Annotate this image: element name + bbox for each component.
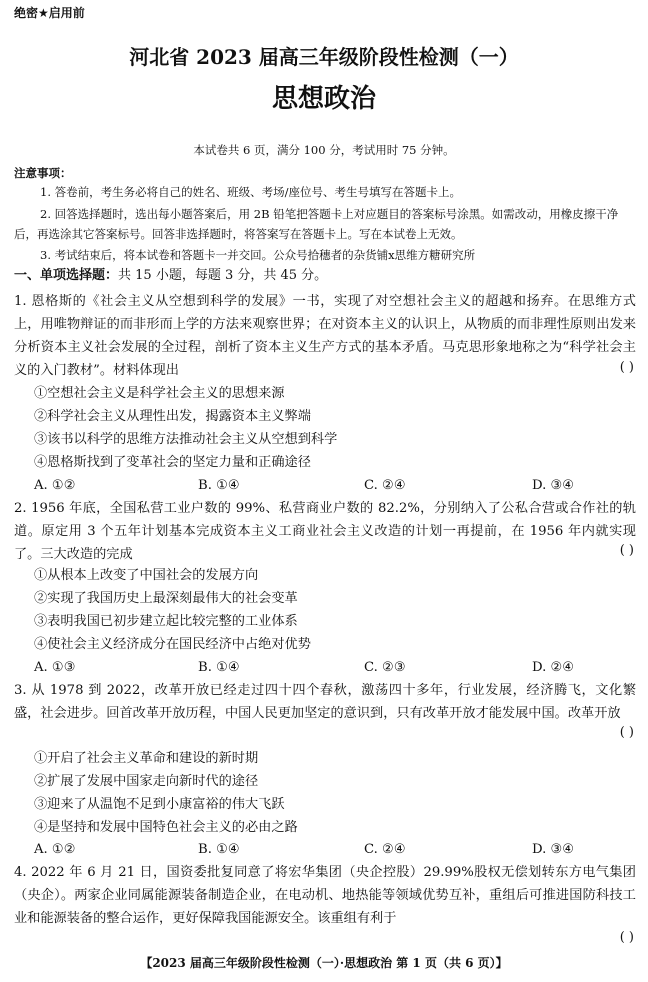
notice-item-1: 1. 答卷前，考生务必将自己的姓名、班级、考场/座位号、考生号填写在答题卡上。 xyxy=(40,185,461,199)
question-3-choice-c: C. ②④ xyxy=(364,842,406,857)
question-2-option-3: ③表明我国已初步建立起比较完整的工业体系 xyxy=(34,614,298,629)
notice-item-2: 2. 回答选择题时，选出每小题答案后，用 2B 铅笔把答题卡上对应题目的答案标号涂黑。如需改动，用橡皮擦干净后，再选涂其它答案标号。回答非选择题时，将答案写在答题卡上。写在本试卷上无效。 xyxy=(14,207,619,241)
question-1-choice-c: C. ②④ xyxy=(364,478,406,493)
question-1-text: 1. 恩格斯的《社会主义从空想到科学的发展》一书，实现了对空想社会主义的超越和扬弃。在思维方式上，用唯物辩证的而非形而上学的方法来观察世界；在对资本主义的认识上，从物质的而非理性原则出发来分析资本主义社会发展的全过程，剖析了资本主义生产方式的基本矛盾。马克思形象地称之为“科学社会主义的入门教材”。材料体现出 xyxy=(14,294,636,378)
notice-heading: 注意事项： xyxy=(14,166,72,180)
question-2-option-4: ④使社会主义经济成分在国民经济中占绝对优势 xyxy=(34,637,311,652)
question-3-choice-a: A. ①② xyxy=(34,842,76,857)
question-3-option-4: ④是坚持和发展中国特色社会主义的必由之路 xyxy=(34,820,298,835)
question-3-stem xyxy=(14,679,636,725)
question-3-option-1: ①开启了社会主义革命和建设的新时期 xyxy=(34,751,259,766)
question-2-text: 2. 1956 年底，全国私营工业户数的 99%、私营商业户数的 82.2%，分别纳入了公私合营或合作社的轨道。原定用 3 个五年计划基本完成资本主义工商业社会主义改造的计划一再提前，在 1956 年内就实现了。三大改造的完成 xyxy=(14,501,636,562)
question-2-stem xyxy=(14,497,636,566)
question-1-choice-d: D. ③④ xyxy=(532,478,575,493)
question-3-option-2: ②扩展了发展中国家走向新时代的途径 xyxy=(34,774,259,789)
notice-item-3: 3. 考试结束后，将本试卷和答题卡一并交回。公众号拾穗者的杂货铺x思维方糖研究所 xyxy=(40,248,476,262)
question-1-option-3: ③该书以科学的思维方法推动社会主义从空想到科学 xyxy=(34,432,338,447)
question-2-choice-d: D. ②④ xyxy=(532,660,575,675)
section-desc: 共 15 小题，每题 3 分，共 45 分。 xyxy=(118,268,328,283)
question-3-choice-b: B. ①④ xyxy=(198,842,240,857)
question-1-option-2: ②科学社会主义从理性出发，揭露资本主义弊端 xyxy=(34,409,311,424)
exam-info: 本试卷共 6 页，满分 100 分，考试用时 75 分钟。 xyxy=(193,143,455,157)
question-4-stem xyxy=(14,861,636,930)
question-3-paren: ( ) xyxy=(619,725,634,740)
page-footer: 【2023 届高三年级阶段性检测（一）·思想政治 第 1 页（共 6 页）】 xyxy=(140,956,508,970)
section-heading xyxy=(14,267,648,285)
question-1-choice-a: A. ①② xyxy=(34,478,76,493)
question-1-choice-b: B. ①④ xyxy=(198,478,240,493)
question-4-paren: ( ) xyxy=(619,930,634,945)
question-3-option-3: ③迎来了从温饱不足到小康富裕的伟大飞跃 xyxy=(34,797,285,812)
question-2-choice-a: A. ①③ xyxy=(34,660,76,675)
question-2-option-2: ②实现了我国历史上最深刻最伟大的社会变革 xyxy=(34,591,298,606)
section-label: 一、单项选择题： xyxy=(14,268,119,283)
question-2-option-1: ①从根本上改变了中国社会的发展方向 xyxy=(34,568,259,583)
question-4-text: 4. 2022 年 6 月 21 日，国资委批复同意了将宏华集团（央企控股）29.99%股权无偿划转东方电气集团（央企）。两家企业同属能源装备制造企业，在电动机、地热能等领域优势互补，重组后可推进国防科技工业和能源装备的整合运作，更好保障我国能源安全。该重组有利于 xyxy=(14,865,636,926)
question-2-choice-c: C. ②③ xyxy=(364,660,406,675)
question-1-option-1: ①空想社会主义是科学社会主义的思想来源 xyxy=(34,386,285,401)
question-3-text: 3. 从 1978 到 2022，改革开放已经走过四十四个春秋，激荡四十多年，行业发展，经济腾飞，文化繁盛，社会进步。回首改革开放历程，中国人民更加坚定的意识到，只有改革开放才能发展中国。改革开放 xyxy=(14,683,636,721)
question-1-option-4: ④恩格斯找到了变革社会的坚定力量和正确途径 xyxy=(34,455,311,470)
question-3-choice-d: D. ③④ xyxy=(532,842,575,857)
subject-title: 思想政治 xyxy=(271,84,376,114)
question-1-paren: ( ) xyxy=(619,360,634,375)
exam-title: 河北省 2023 届高三年级阶段性检测（一） xyxy=(129,45,519,69)
secret-label: 绝密★启用前 xyxy=(14,6,85,20)
question-2-choice-b: B. ①④ xyxy=(198,660,240,675)
question-2-paren: ( ) xyxy=(619,543,634,558)
question-1-stem xyxy=(14,290,636,382)
